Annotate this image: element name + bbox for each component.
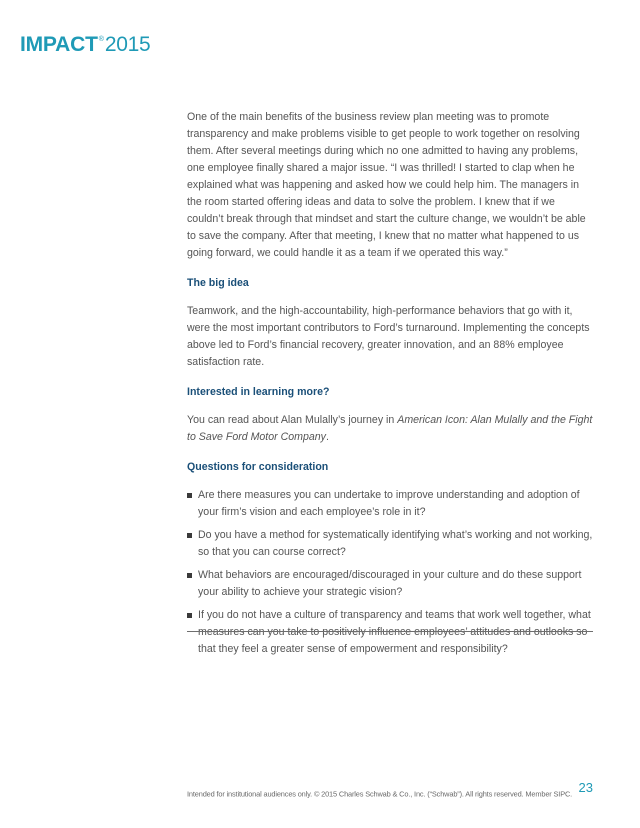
impact-2015-logo bbox=[20, 34, 150, 55]
learn-more-text-before: You can read about Alan Mulally’s journey in bbox=[187, 414, 398, 426]
questions-list bbox=[187, 487, 593, 658]
intro-paragraph: One of the main benefits of the business review plan meeting was to promote transparency and make problems visible to get people to work together on resolving them. After several meetings during which no one admitted to having any problems, one employee finally shared a major issue. “I was thrilled! I started to clap when he explained what was happening and asked how we could help him. The managers in the room started offering ideas and data to solve the problem. I knew that if we couldn’t break through that mindset and start the culture change, we wouldn’t be able to save the company. After that meeting, I knew that no matter what happened to us going forward, we could handle it as a team if we operated this way.” bbox=[187, 111, 586, 259]
question-item bbox=[187, 527, 593, 561]
square-bullet-icon bbox=[187, 533, 192, 538]
question-text: If you do not have a culture of transparency and teams that work well together, what measures can you take to positively influence employees’ attitudes and outlooks so that they feel a greater sense of empowerment and responsibility? bbox=[198, 609, 591, 655]
learn-more-paragraph bbox=[187, 412, 593, 446]
question-item bbox=[187, 567, 593, 601]
page-number: 23 bbox=[578, 780, 593, 795]
logo-impact-text: IMPACT bbox=[20, 33, 98, 56]
big-idea-heading: The big idea bbox=[187, 277, 249, 289]
logo-year-text: 2015 bbox=[104, 33, 151, 56]
logo-registered-mark: ® bbox=[98, 36, 104, 43]
square-bullet-icon bbox=[187, 493, 192, 498]
questions-heading: Questions for consideration bbox=[187, 461, 329, 473]
book-title: American Icon: Alan Mulally and the Fight to Save Ford Motor Company bbox=[187, 414, 593, 443]
question-text: Are there measures you can undertake to improve understanding and adoption of your firm’s vision and each employee’s role in it? bbox=[198, 489, 580, 518]
question-text: What behaviors are encouraged/discouraged in your culture and do these support your ability to achieve your strategic vision? bbox=[198, 569, 582, 598]
article-body bbox=[187, 109, 593, 664]
page-footer bbox=[187, 780, 593, 803]
big-idea-paragraph: Teamwork, and the high-accountability, high-performance behaviors that go with it, were the most important contributors to Ford’s turnaround. Implementing the concepts above led to Ford’s financial recovery, greater innovation, and an 88% employee satisfaction rate. bbox=[187, 305, 590, 368]
square-bullet-icon bbox=[187, 573, 192, 578]
question-item bbox=[187, 487, 593, 521]
question-text: Do you have a method for systematically identifying what’s working and not working, so that you can course correct? bbox=[198, 529, 593, 558]
footer-disclaimer: Intended for institutional audiences only. © 2015 Charles Schwab & Co., Inc. (“Schwab”). All rights reserved. Member SIPC. bbox=[187, 789, 573, 799]
question-item bbox=[187, 607, 593, 658]
learn-more-text-after: . bbox=[325, 431, 329, 443]
learn-more-heading: Interested in learning more? bbox=[187, 386, 330, 398]
square-bullet-icon bbox=[187, 613, 192, 618]
section-divider bbox=[187, 631, 593, 632]
